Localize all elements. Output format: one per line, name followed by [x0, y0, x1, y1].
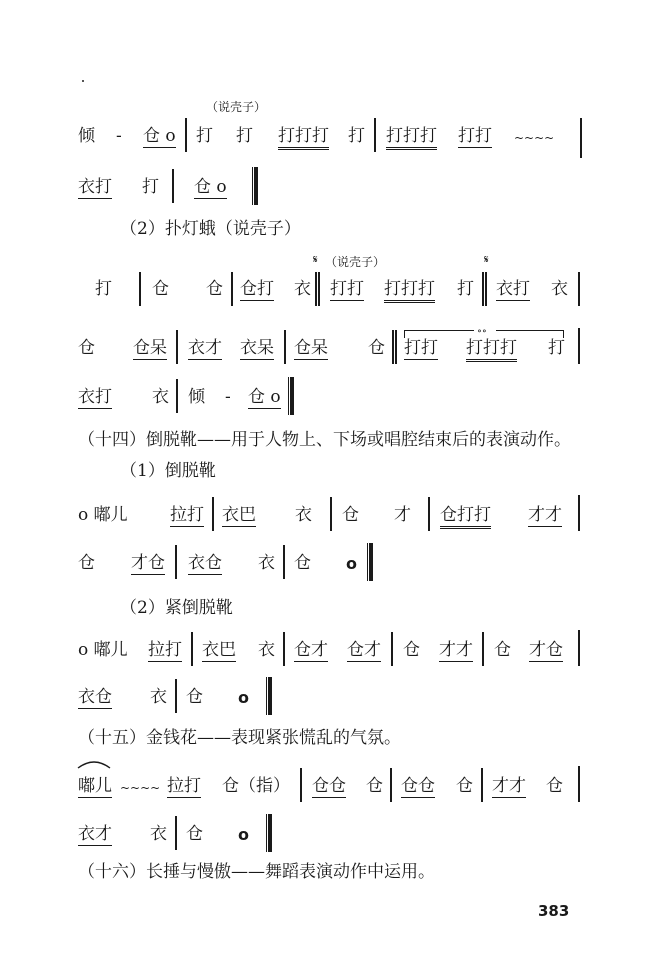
- barline: [390, 768, 392, 802]
- notation-line-11: [0, 814, 660, 854]
- note: 打打: [458, 126, 492, 146]
- rest-zero: o: [346, 554, 357, 573]
- barline: [374, 118, 376, 152]
- barline: [139, 272, 141, 306]
- tremolo: ~~~~: [514, 131, 555, 145]
- barline: [185, 118, 187, 152]
- note: 仓才: [347, 640, 381, 660]
- note: 衣: [150, 687, 167, 707]
- note: 仓仓: [312, 776, 346, 796]
- notation-line-2: [0, 167, 660, 207]
- final-barline: [367, 543, 373, 581]
- barline: [580, 118, 582, 158]
- barline: [191, 632, 193, 666]
- final-barline: [266, 814, 272, 852]
- rest-zero: o: [238, 688, 249, 707]
- barline: [330, 497, 332, 531]
- note: 仓: [78, 553, 95, 573]
- note: 打打打: [278, 126, 329, 150]
- note: 仓: [294, 553, 311, 573]
- circle-marks: ∘∘: [477, 326, 487, 337]
- note: 才才: [439, 640, 473, 660]
- page-speck: [82, 80, 84, 82]
- note: 仓: [546, 776, 563, 796]
- heading-16: （十六）长捶与慢傲——舞蹈表演动作中运用。: [78, 862, 435, 882]
- note: 才才: [492, 776, 526, 796]
- note: 仓: [456, 776, 473, 796]
- note: 拉打: [148, 640, 182, 660]
- note: 打: [457, 279, 474, 299]
- note: 衣: [258, 640, 275, 660]
- barline: [300, 768, 302, 802]
- note: -: [225, 387, 231, 407]
- note: 衣打: [78, 177, 112, 197]
- notation-line-9: [0, 677, 660, 717]
- page-number: 383: [538, 902, 570, 920]
- note: 拉打: [170, 505, 204, 525]
- note: 打: [548, 338, 565, 358]
- repeat-barline: [392, 330, 397, 364]
- note: 仓: [494, 640, 511, 660]
- notation-line-4: [0, 328, 660, 368]
- repeat-barline: [315, 272, 320, 306]
- note: 打: [196, 126, 213, 146]
- notation-line-6: [0, 495, 660, 535]
- barline: [578, 630, 580, 666]
- note: 衣巴: [202, 640, 236, 660]
- note: 打打打: [384, 279, 435, 303]
- note: 仓: [206, 279, 223, 299]
- note: 才: [394, 505, 411, 525]
- notation-line-3: [0, 270, 660, 310]
- final-barline: [252, 167, 258, 205]
- barline: [175, 679, 177, 713]
- notation-line-8: [0, 630, 660, 670]
- note: o 嘟儿: [78, 505, 128, 525]
- note: 衣巴: [222, 505, 256, 525]
- note: 衣: [150, 824, 167, 844]
- note: 仓: [186, 687, 203, 707]
- annotation-shuo-qiaozi: （说壳子）: [206, 100, 267, 114]
- barline: [175, 816, 177, 850]
- segno-sign: 𝄋: [484, 253, 489, 266]
- subheading-14-2: （2）紧倒脱靴: [120, 598, 233, 618]
- note: 打打: [330, 279, 364, 299]
- note: 才才: [528, 505, 562, 525]
- final-barline: [266, 677, 272, 715]
- note: 拉打: [167, 776, 201, 796]
- note: 衣: [294, 279, 311, 299]
- final-barline: [288, 377, 294, 415]
- tremolo: ~~~~: [120, 781, 161, 795]
- note: -: [116, 126, 122, 146]
- note: 衣打: [78, 387, 112, 407]
- barline: [176, 330, 178, 364]
- note: 打打打: [386, 126, 437, 150]
- note: 衣打: [496, 279, 530, 299]
- note: 衣才: [188, 338, 222, 358]
- barline: [212, 497, 214, 531]
- note: 仓仓: [401, 776, 435, 796]
- barline: [481, 768, 483, 802]
- note: 打: [95, 279, 112, 299]
- notation-line-7: [0, 543, 660, 583]
- barline: [578, 766, 580, 802]
- barline: [578, 272, 580, 306]
- note: 嘟儿: [78, 776, 112, 796]
- barline: [482, 632, 484, 666]
- notation-line-10: [0, 766, 660, 806]
- note: 仓 o: [194, 177, 227, 197]
- annotation-shuo-qiaozi: （说壳子）: [325, 255, 386, 269]
- note: 仓: [186, 824, 203, 844]
- note: 衣仓: [188, 553, 222, 573]
- note: 仓: [342, 505, 359, 525]
- subheading-14-1: （1）倒脱靴: [120, 461, 216, 481]
- rest-zero: o: [238, 825, 249, 844]
- notation-line-1: [0, 118, 660, 158]
- note: 仓: [366, 776, 383, 796]
- barline: [172, 169, 174, 203]
- note: 仓打: [240, 279, 274, 299]
- note: 打: [142, 177, 159, 197]
- heading-15: （十五）金钱花——表现紧张慌乱的气氛。: [78, 728, 401, 748]
- barline: [578, 495, 580, 531]
- note: 衣才: [78, 824, 112, 844]
- heading-14: （十四）倒脱靴——用于人物上、下场或唱腔结束后的表演动作。: [78, 430, 571, 450]
- note: 衣呆: [240, 338, 274, 358]
- note: 仓: [403, 640, 420, 660]
- note: 仓: [78, 338, 95, 358]
- note: 倾: [188, 387, 205, 407]
- barline: [283, 632, 285, 666]
- repeat-barline: [482, 272, 487, 306]
- note: 打打打: [466, 338, 517, 362]
- note: 衣: [551, 279, 568, 299]
- note: 倾: [78, 126, 95, 146]
- note: 仓: [152, 279, 169, 299]
- note: 衣仓: [78, 687, 112, 707]
- note: 打打: [404, 338, 438, 358]
- note: 衣: [152, 387, 169, 407]
- note: 才仓: [131, 553, 165, 573]
- note: 仓 o: [143, 126, 176, 146]
- note: 仓 o: [248, 387, 281, 407]
- note: 衣: [258, 553, 275, 573]
- note: 打: [348, 126, 365, 146]
- note: o 嘟儿: [78, 640, 128, 660]
- section-title-2: （2）扑灯蛾（说壳子）: [120, 219, 301, 239]
- barline: [391, 632, 393, 666]
- note: 仓打打: [440, 505, 491, 529]
- barline: [283, 545, 285, 579]
- note: 衣: [295, 505, 312, 525]
- barline: [176, 379, 178, 413]
- barline: [428, 497, 430, 531]
- note: 仓呆: [133, 338, 167, 358]
- note: 仓: [368, 338, 385, 358]
- note: 仓呆: [294, 338, 328, 358]
- note: 打: [236, 126, 253, 146]
- notation-line-5: [0, 377, 660, 417]
- note: 仓才: [294, 640, 328, 660]
- barline: [284, 330, 286, 364]
- segno-sign: 𝄋: [313, 253, 318, 266]
- barline: [175, 545, 177, 579]
- note: 才仓: [529, 640, 563, 660]
- note: 仓（指）: [222, 776, 290, 796]
- barline: [578, 328, 580, 364]
- barline: [231, 272, 233, 306]
